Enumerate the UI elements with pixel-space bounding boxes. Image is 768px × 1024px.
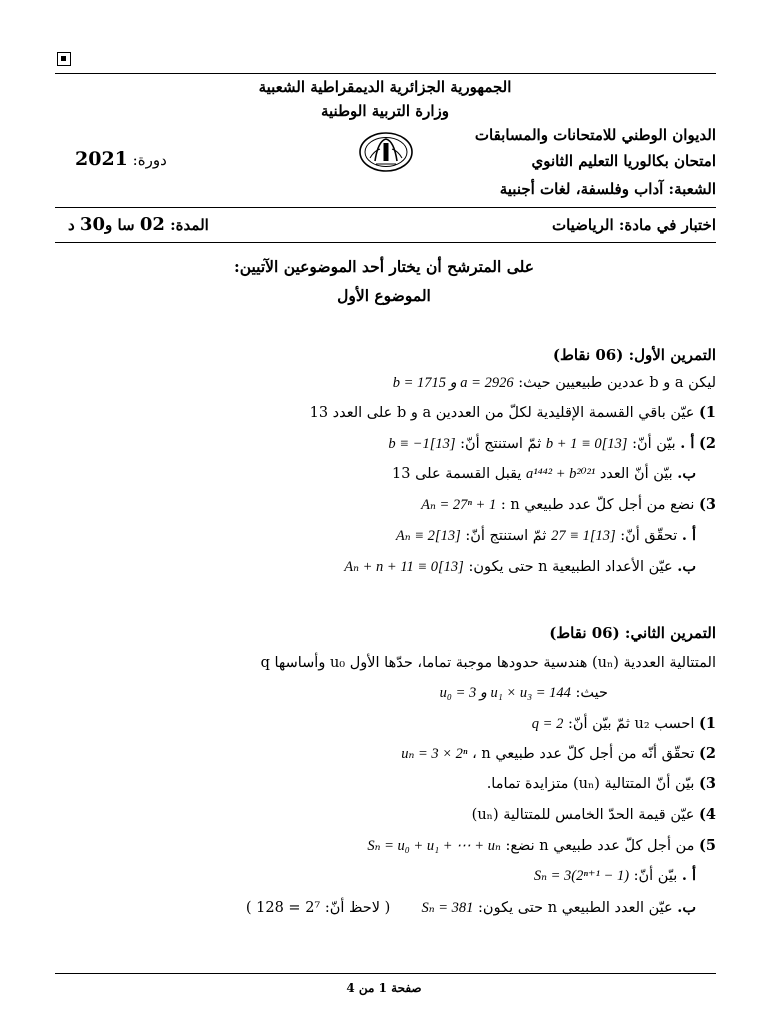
ex1-q2-num: 2) [699, 435, 716, 452]
ex1-q2a-eq2: b ≡ −1[13] [388, 436, 456, 452]
ex1-q3b-label: ب. [677, 558, 696, 575]
header-rule-1 [55, 207, 716, 208]
ex1-q2b-text1: بيّن أنّ العدد [599, 466, 673, 482]
ex2-q5-eq: Sₙ = u₀ + u₁ + ⋯ + uₙ [367, 838, 501, 854]
ex1-q3a [396, 525, 696, 547]
ministry-title: وزارة التربية الوطنية [320, 102, 449, 120]
duration-h-unit: سا و [104, 216, 135, 234]
republic-title: الجمهورية الجزائرية الديمقراطية الشعبية [258, 78, 512, 96]
ex1-q3a-eq1: 27 ≡ 1[13] [551, 528, 616, 544]
office-name: الديوان الوطني للامتحانات والمسابقات [474, 126, 716, 144]
ex1-q2b-label: ب. [677, 465, 696, 482]
exam-name: امتحان بكالوريا التعليم الثانوي [531, 152, 716, 170]
ex1-intro [393, 372, 716, 394]
ex2-q5-num: 5) [699, 837, 716, 854]
session [75, 148, 167, 170]
ex2-q5b-text: عيّن العدد الطبيعي n حتى يكون: [478, 900, 673, 916]
ex2-q5 [367, 835, 716, 857]
ex2-q3 [487, 773, 716, 795]
ex1-q2a-label: أ . [680, 435, 695, 452]
header-rule-2 [55, 242, 716, 243]
ex1-q3a-then: ثمّ استنتج أنّ: [465, 528, 547, 544]
ex2-q5-text: من أجل كلّ عدد طبيعي n نضع: [505, 838, 695, 854]
ex1-q2b-expr: a¹⁴⁴² + b²⁰²¹ [526, 466, 596, 482]
ex2-q2 [401, 743, 716, 765]
ex2-q1-num: 1) [699, 715, 716, 732]
ex2-q2-eq: uₙ = 3 × 2ⁿ [401, 746, 468, 762]
ex1-q3-num: 3) [699, 496, 716, 513]
ex1-q1-text: عيّن باقي القسمة الإقليدية لكلّ من العددين a و b على العدد 13 [309, 405, 695, 421]
ex1-q2a-text: بيّن أنّ: [632, 436, 676, 452]
ex1-q3a-eq2: Aₙ ≡ 2[13] [395, 528, 461, 544]
ex2-q5a-label: أ . [681, 867, 696, 884]
ex2-q5b-label: ب. [677, 899, 696, 916]
duration [68, 214, 209, 235]
duration-label: المدة: [170, 216, 209, 234]
ex1-q3b [344, 556, 696, 578]
subject-line: اختبار في مادة: الرياضيات [551, 216, 716, 234]
ex2-intro2 [440, 682, 608, 704]
ex2-q5b-eq: Sₙ = 381 [421, 900, 474, 916]
ex1-q3 [421, 494, 716, 516]
ex1-intro-text: ليكن a و b عددين طبيعيين حيث: [518, 375, 716, 391]
corner-mark-icon [57, 52, 71, 66]
ex2-intro2-eq: u₀ = 3 و u₁ × u₃ = 144 [439, 685, 571, 701]
duration-hours: 02 [139, 214, 165, 235]
ex2-q1 [532, 713, 716, 735]
ex2-intro1: المتتالية العددية (uₙ) هندسية حدودها موجبة تماما، حدّها الأول u₀ وأساسها q [260, 655, 716, 671]
ex1-q3-text: نضع من أجل كلّ عدد طبيعي n : [500, 497, 695, 513]
ex2-q2-text: تحقّق أنّه من أجل كلّ عدد طبيعي n ، [472, 746, 695, 762]
instruction: على المترشح أن يختار أحد الموضوعين الآتيين: [233, 257, 535, 276]
ex2-q4 [472, 804, 716, 826]
ex2-q5a [534, 865, 696, 887]
session-year: 2021 [75, 148, 128, 170]
branch-name: الشعبة: آداب وفلسفة، لغات أجنبية [499, 180, 716, 198]
ex2-q2-num: 2) [699, 745, 716, 762]
exercise2-title: التمرين الثاني: (06 نقاط) [549, 624, 716, 642]
ex1-q3a-text: تحقّق أنّ: [620, 528, 678, 544]
ex2-q3-text: بيّن أنّ المتتالية (uₙ) متزايدة تماما. [486, 776, 695, 792]
ex1-q2b-text2: يقبل القسمة على 13 [392, 466, 522, 482]
ex1-q3b-text: عيّن الأعداد الطبيعية n حتى يكون: [468, 559, 673, 575]
ex2-q4-text: عيّن قيمة الحدّ الخامس للمتتالية (uₙ) [471, 807, 695, 823]
ex2-q1-text: احسب u₂ ثمّ بيّن أنّ: [567, 716, 695, 732]
top-rule [55, 73, 716, 74]
ex2-q5a-eq: Sₙ = 3(2ⁿ⁺¹ − 1) [533, 868, 630, 884]
ex1-q3-eq: Aₙ = 27ⁿ + 1 [421, 497, 497, 513]
ex1-q3b-eq: Aₙ + n + 11 ≡ 0[13] [344, 559, 464, 575]
ex1-q2a-eq1: b + 1 ≡ 0[13] [545, 436, 628, 452]
ex2-q4-num: 4) [699, 806, 716, 823]
footer-rule [55, 973, 716, 974]
ex2-q5b [246, 897, 696, 919]
duration-m-unit: د [68, 216, 75, 234]
ex1-intro-eq: b = 1715 و a = 2926 [392, 375, 514, 391]
exercise1-title: التمرين الأول: (06 نقاط) [552, 346, 716, 364]
ex1-q1 [310, 402, 716, 424]
ex2-intro2-label: حيث: [575, 685, 608, 701]
topic-title: الموضوع الأول [337, 286, 431, 305]
ex2-q3-num: 3) [699, 775, 716, 792]
session-label: دورة: [132, 151, 167, 169]
duration-minutes: 30 [79, 214, 105, 235]
ex2-q5a-text: بيّن أنّ: [633, 868, 678, 884]
ex1-q1-num: 1) [699, 404, 716, 421]
ex2-q1-eq: q = 2 [531, 716, 564, 732]
ex1-q2a [388, 433, 716, 455]
ex1-q2b [392, 463, 696, 485]
ex1-q2a-then: ثمّ استنتج أنّ: [460, 436, 542, 452]
onec-seal-icon [358, 131, 414, 173]
ex2-q5b-note: ( لاحظ أنّ: 2⁷ = 128 ) [245, 900, 391, 916]
ex1-q3a-label: أ . [681, 527, 696, 544]
page-number: صفحة 1 من 4 [346, 981, 422, 995]
